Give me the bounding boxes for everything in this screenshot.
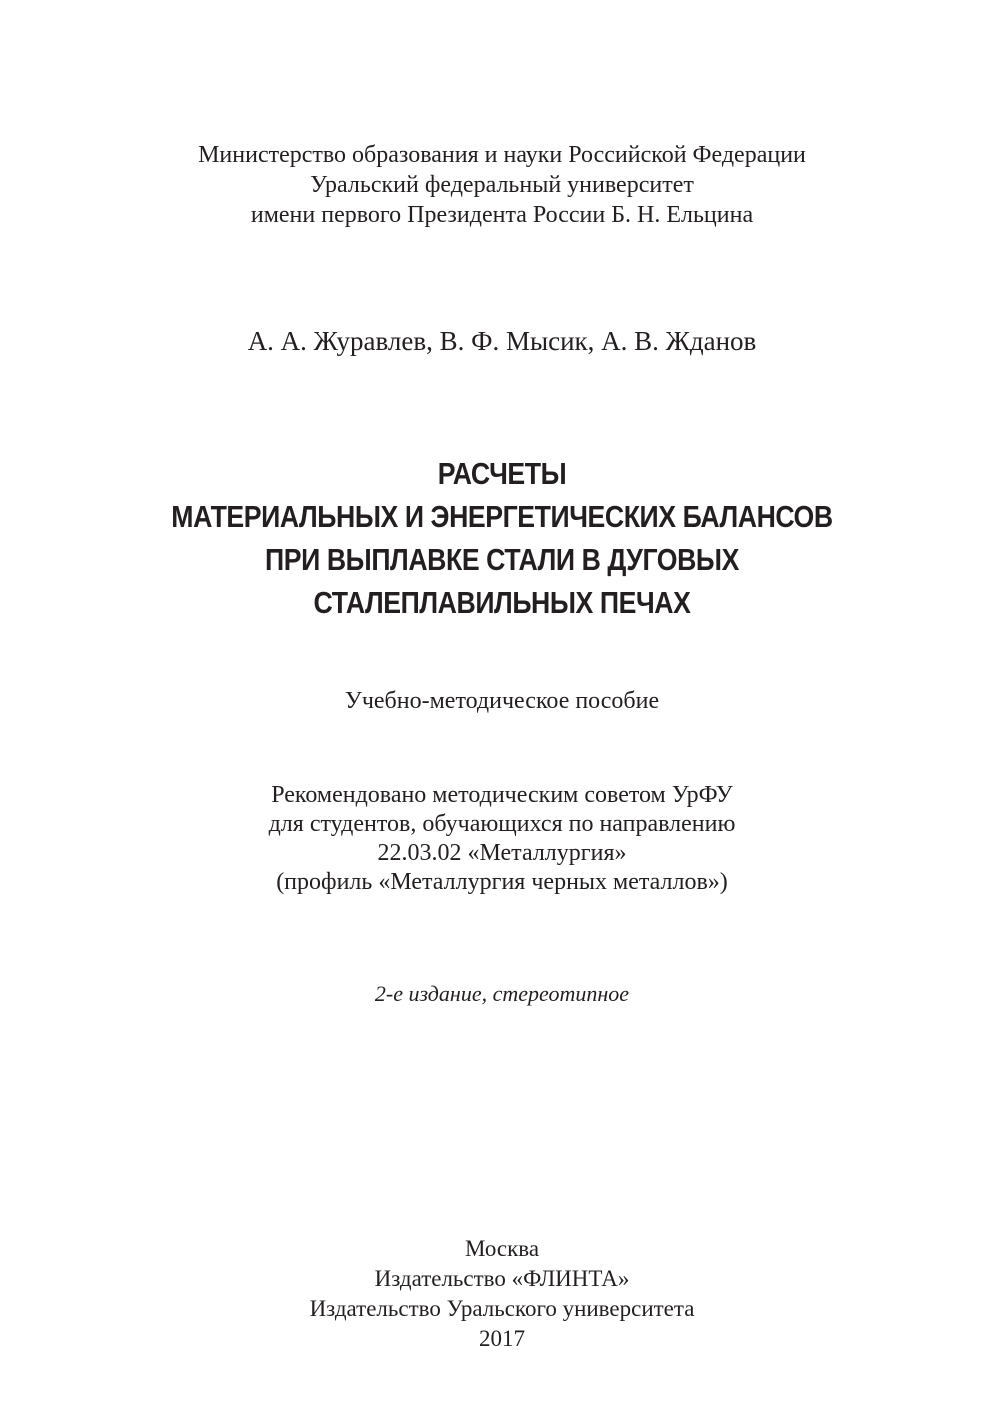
publication-year: 2017: [479, 1326, 525, 1351]
edition-note: 2-е издание, стереотипное: [374, 981, 630, 1006]
title-line-1: РАСЧЕТЫ: [437, 456, 567, 491]
publisher-imprint: [0, 1234, 1004, 1354]
recommendation-line-2: для студентов, обучающихся по направлению: [268, 811, 736, 837]
recommendation-note: [0, 781, 1004, 897]
publisher-name-2: Издательство Уральского университета: [309, 1296, 695, 1321]
university-name: Уральский федеральный университет: [310, 172, 694, 198]
recommendation-line-3: 22.03.02 «Металлургия»: [377, 840, 627, 866]
title-line-4: СТАЛЕПЛАВИЛЬНЫХ ПЕЧАХ: [313, 585, 691, 620]
university-namesake: имени первого Президента России Б. Н. Ельцина: [250, 202, 754, 228]
publisher-city: Москва: [464, 1236, 540, 1261]
ministry-name: Министерство образования и науки Российской Федерации: [198, 142, 806, 168]
book-title: [70, 452, 933, 624]
document-type: Учебно-методическое пособие: [344, 688, 660, 714]
recommendation-line-4: (профиль «Металлургия черных металлов»): [276, 869, 728, 895]
title-line-3: ПРИ ВЫПЛАВКЕ СТАЛИ В ДУГОВЫХ: [265, 542, 739, 577]
recommendation-line-1: Рекомендовано методическим советом УрФУ: [271, 782, 733, 808]
publisher-name-1: Издательство «ФЛИНТА»: [374, 1266, 630, 1291]
authors: А. А. Журавлев, В. Ф. Мысик, А. В. Жданов: [247, 326, 757, 356]
title-line-2: МАТЕРИАЛЬНЫХ И ЭНЕРГЕТИЧЕСКИХ БАЛАНСОВ: [171, 499, 833, 534]
institution-header: [0, 140, 1004, 230]
